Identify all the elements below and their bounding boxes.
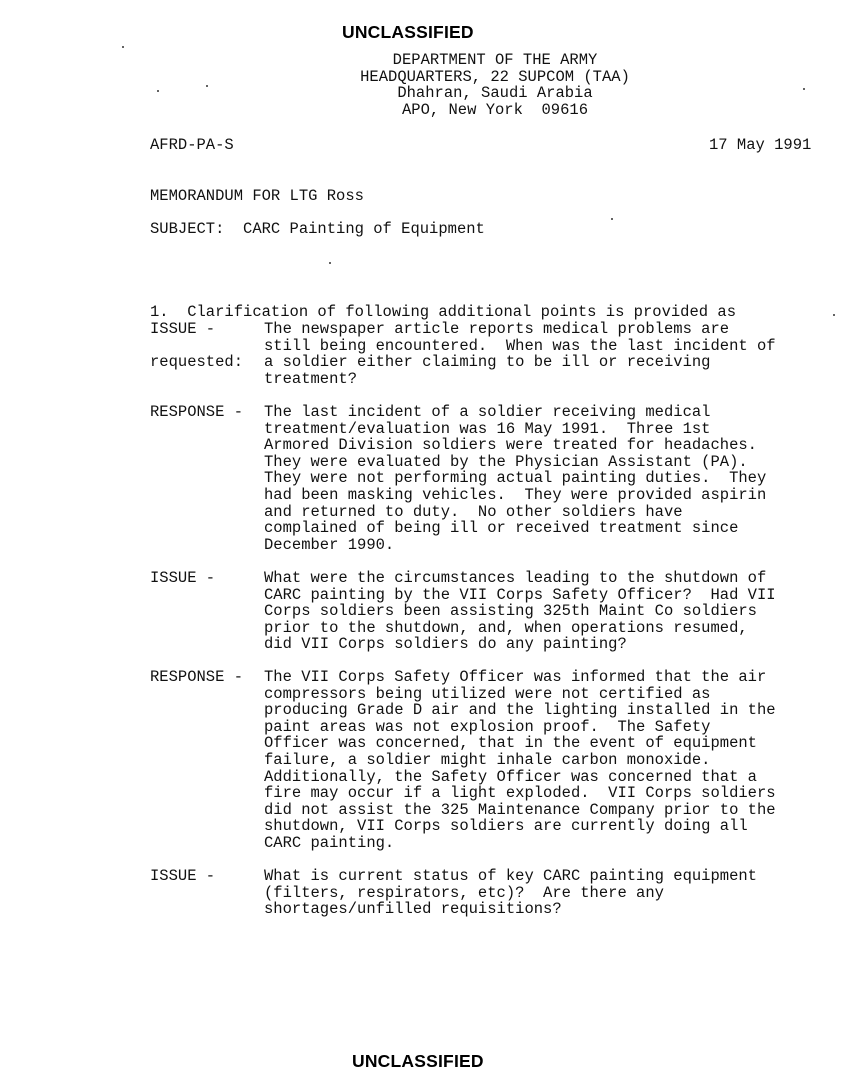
letterhead-location: Dhahran, Saudi Arabia <box>397 84 593 103</box>
scan-speck <box>611 218 613 220</box>
text-line: Officer was concerned, that in the event of equipment <box>264 734 757 753</box>
classification-marking-bottom: UNCLASSIFIED <box>352 1051 484 1071</box>
text-line: Additionally, the Safety Officer was concerned that a <box>264 767 757 786</box>
classification-marking-top: UNCLASSIFIED <box>342 22 474 42</box>
issue-label: ISSUE - <box>150 569 216 587</box>
scan-speck <box>833 314 835 316</box>
text-line: a soldier either claiming to be ill or receiving <box>264 353 711 372</box>
letterhead-headquarters: HEADQUARTERS, 22 SUPCOM (TAA) <box>360 67 630 86</box>
text-line: The last incident of a soldier receiving medical <box>264 403 711 421</box>
text-line: still being encountered. When was the last incident of <box>264 336 776 355</box>
response-label: RESPONSE - <box>150 403 244 421</box>
text-line: had been masking vehicles. They were provided aspirin <box>264 485 767 504</box>
text-line: CARC painting. <box>264 833 395 852</box>
issue-text <box>264 570 834 653</box>
text-line: treatment? <box>264 369 358 388</box>
scan-speck <box>122 46 124 48</box>
memorandum-for: MEMORANDUM FOR LTG Ross <box>150 187 364 205</box>
text-line: did VII Corps soldiers do any painting? <box>264 635 627 654</box>
text-line: failure, a soldier might inhale carbon monoxide. <box>264 750 711 769</box>
text-line: What is current status of key CARC painting equipment <box>264 867 757 885</box>
scan-speck <box>329 262 331 264</box>
text-line: The VII Corps Safety Officer was informed that the air <box>264 668 767 686</box>
text-line: and returned to duty. No other soldiers have <box>264 502 683 521</box>
text-line: prior to the shutdown, and, when operations resumed, <box>264 618 748 637</box>
issue-label: ISSUE - <box>150 867 216 885</box>
memo-date: 17 May 1991 <box>709 136 812 154</box>
letterhead-apo: APO, New York 09616 <box>401 100 589 119</box>
subject-line: SUBJECT: CARC Painting of Equipment <box>150 220 485 238</box>
issue-text <box>264 321 834 387</box>
response-label: RESPONSE - <box>150 668 244 686</box>
text-line: compressors being utilized were not certified as <box>264 684 711 703</box>
text-line: (filters, respirators, etc)? Are there any <box>264 883 664 902</box>
text-line: treatment/evaluation was 16 May 1991. Three 1st <box>264 419 711 438</box>
text-line: December 1990. <box>264 535 395 554</box>
scan-speck <box>803 88 805 90</box>
text-line: complained of being ill or received treatment since <box>264 519 739 538</box>
text-line: shutdown, VII Corps soldiers are currently doing all <box>264 817 748 836</box>
text-line: fire may occur if a light exploded. VII Corps soldiers <box>264 784 776 803</box>
text-line: did not assist the 325 Maintenance Company prior to the <box>264 800 776 819</box>
text-line: The newspaper article reports medical problems are <box>264 320 730 338</box>
text-line: producing Grade D air and the lighting installed in the <box>264 701 776 720</box>
issue-text <box>264 868 834 918</box>
letterhead <box>330 52 660 118</box>
response-text <box>264 404 834 553</box>
scan-speck <box>157 90 159 92</box>
paragraph-line: 1. Clarification of following additional points is provided as <box>150 303 736 322</box>
text-line: Corps soldiers been assisting 325th Maint Co soldiers <box>264 602 757 621</box>
response-text <box>264 669 834 852</box>
issue-label: ISSUE - <box>150 320 216 338</box>
text-line: Armored Division soldiers were treated for headaches. <box>264 436 757 455</box>
letterhead-department: DEPARTMENT OF THE ARMY <box>392 51 598 69</box>
paragraph-line: requested: <box>150 352 244 371</box>
text-line: CARC painting by the VII Corps Safety Officer? Had VII <box>264 585 776 604</box>
text-line: paint areas was not explosion proof. The Safety <box>264 717 711 736</box>
text-line: shortages/unfilled requisitions? <box>264 900 562 919</box>
text-line: What were the circumstances leading to the shutdown of <box>264 569 767 587</box>
text-line: They were not performing actual painting duties. They <box>264 469 767 488</box>
text-line: They were evaluated by the Physician Assistant (PA). <box>264 452 748 471</box>
scan-speck <box>206 85 208 87</box>
office-symbol: AFRD-PA-S <box>150 136 234 154</box>
